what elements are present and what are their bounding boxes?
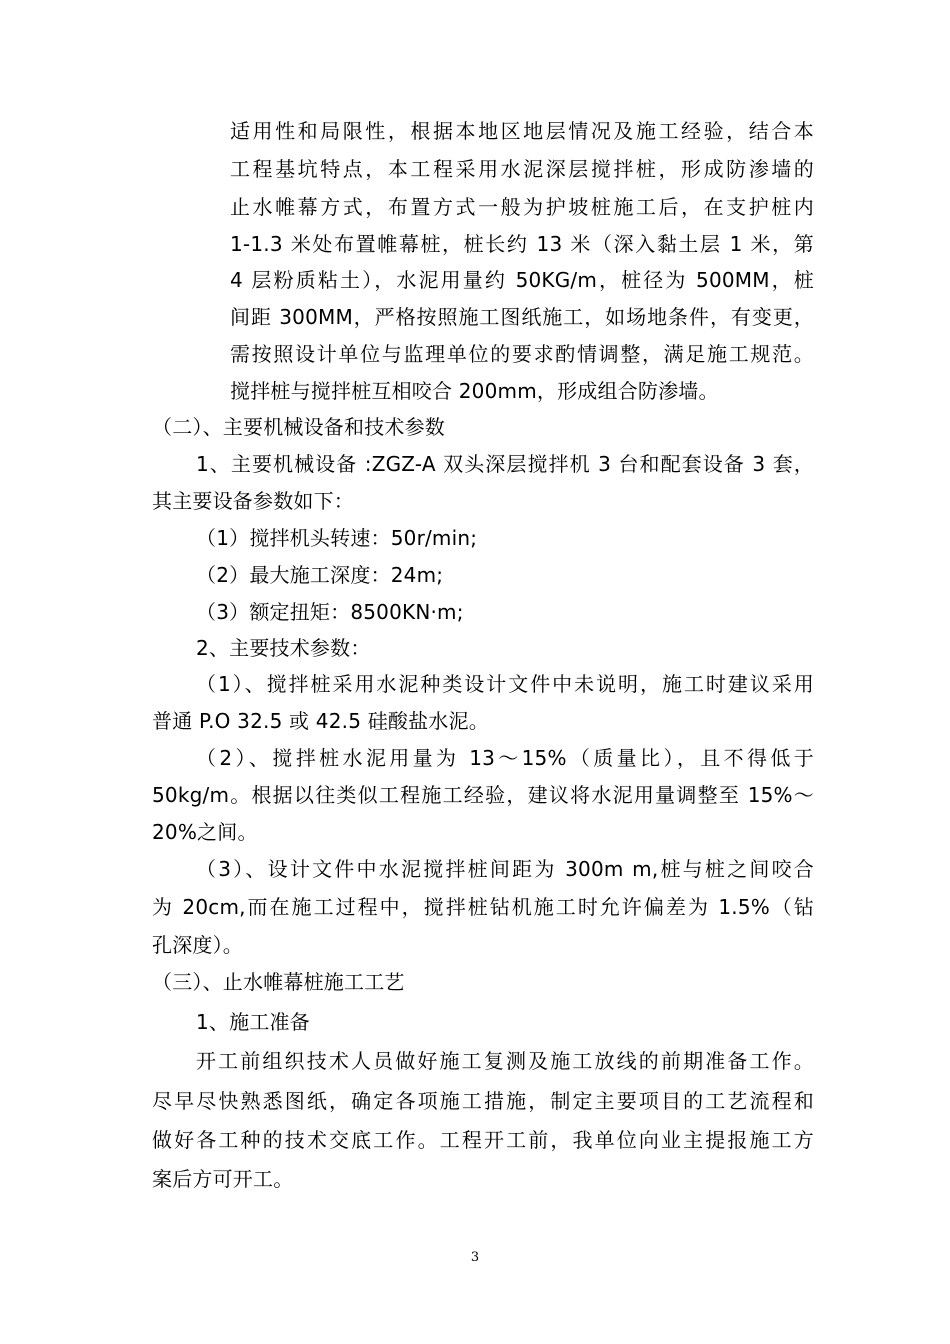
page-number: 3 [470, 1250, 480, 1265]
paragraph-line: 4 层粉质粘土），水泥用量约 50KG/m，桩径为 500MM，桩 [230, 268, 814, 292]
equipment-param: （3）额定扭矩：8500KN·m; [196, 600, 464, 624]
tech-param-line: 普通 P.O 32.5 或 42.5 硅酸盐水泥。 [152, 709, 489, 733]
equipment-param: （2）最大施工深度：24m; [196, 563, 444, 587]
paragraph-line: 止水帷幕方式，布置方式一般为护坡桩施工后，在支护桩内 [230, 195, 814, 219]
tech-param-line: 孔深度）。 [152, 933, 243, 957]
tech-param-line: 20%之间。 [152, 820, 258, 844]
prep-paragraph-line: 开工前组织技术人员做好施工复测及施工放线的前期准备工作。 [196, 1049, 814, 1073]
equipment-line: 1、主要机械设备 :ZGZ-A 双头深层搅拌机 3 台和配套设备 3 套， [196, 452, 814, 476]
prep-paragraph-line: 案后方可开工。 [152, 1167, 294, 1191]
tech-param-line: （1）、搅拌桩采用水泥种类设计文件中未说明，施工时建议采用 [196, 672, 814, 696]
paragraph-line: 适用性和局限性，根据本地区地层情况及施工经验，结合本 [230, 119, 814, 143]
paragraph-line: 1-1.3 米处布置帷幕桩，桩长约 13 米（深入黏土层 1 米，第 [230, 232, 814, 256]
section-heading: （三）、止水帷幕桩施工工艺 [152, 970, 405, 994]
equipment-param: （1）搅拌机头转速：50r/min; [196, 526, 478, 550]
equipment-line: 其主要设备参数如下： [152, 489, 354, 513]
paragraph-line: 需按照设计单位与监理单位的要求酌情调整，满足施工规范。 [230, 342, 814, 366]
subsection-heading: 2、主要技术参数： [196, 636, 371, 660]
tech-param-line: （2）、搅拌桩水泥用量为 13～15%（质量比），且不得低于 [196, 746, 814, 770]
prep-paragraph-line: 做好各工种的技术交底工作。工程开工前，我单位向业主提报施工方 [152, 1128, 814, 1152]
paragraph-line: 间距 300MM，严格按照施工图纸施工，如场地条件，有变更， [230, 305, 814, 329]
tech-param-line: 为 20cm,而在施工过程中，搅拌桩钻机施工时允许偏差为 1.5%（钻 [152, 895, 814, 919]
tech-param-line: （3）、设计文件中水泥搅拌桩间距为 300m m,桩与桩之间咬合 [196, 857, 814, 881]
section-heading: （二）、主要机械设备和技术参数 [152, 415, 445, 439]
paragraph-line: 工程基坑特点，本工程采用水泥深层搅拌桩，形成防渗墙的 [230, 157, 814, 181]
paragraph-line: 搅拌桩与搅拌桩互相咬合 200mm，形成组合防渗墙。 [230, 379, 719, 403]
tech-param-line: 50kg/m。根据以往类似工程施工经验，建议将水泥用量调整至 15%～ [152, 783, 814, 807]
prep-paragraph-line: 尽早尽快熟悉图纸，确定各项施工措施，制定主要项目的工艺流程和 [152, 1089, 814, 1113]
subsection-heading: 1、施工准备 [196, 1010, 310, 1034]
